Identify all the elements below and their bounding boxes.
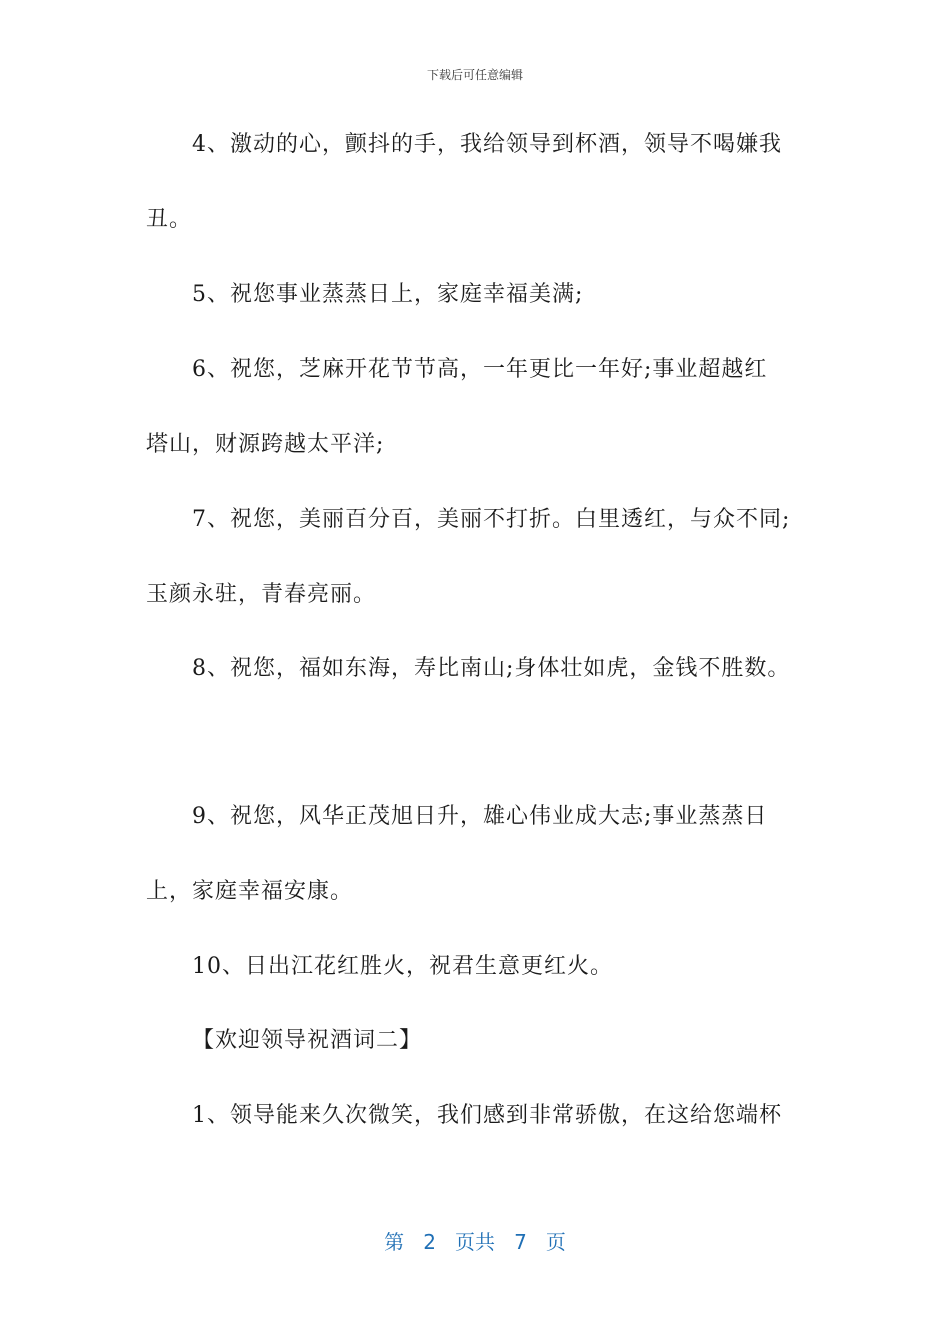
paragraph-line: 9、祝您，风华正茂旭日升，雄心伟业成大志;事业蒸蒸日 xyxy=(192,804,768,829)
section-heading: 【欢迎领导祝酒词二】 xyxy=(192,1028,423,1053)
header-note: 下载后可任意编辑 xyxy=(426,68,523,82)
footer-suffix: 页 xyxy=(545,1230,566,1254)
paragraph-line: 1、领导能来久次微笑，我们感到非常骄傲，在这给您端杯 xyxy=(192,1103,782,1128)
paragraph-line: 5、祝您事业蒸蒸日上，家庭幸福美满; xyxy=(192,282,584,307)
paragraph-line: 4、激动的心，颤抖的手，我给领导到杯酒，领导不喝嫌我 xyxy=(192,132,782,157)
paragraph-line: 上，家庭幸福安康。 xyxy=(146,879,354,904)
paragraph-line: 玉颜永驻，青春亮丽。 xyxy=(146,582,377,607)
paragraph-line: 7、祝您，美丽百分百，美丽不打折。白里透红，与众不同; xyxy=(192,507,791,532)
page-footer xyxy=(0,1226,950,1255)
paragraph-line: 10、日出江花红胜火，祝君生意更红火。 xyxy=(192,954,613,979)
paragraph-line: 塔山，财源跨越太平洋; xyxy=(146,432,385,457)
paragraph-line: 8、祝您，福如东海，寿比南山;身体壮如虎，金钱不胜数。 xyxy=(192,656,791,681)
paragraph-line: 丑。 xyxy=(146,207,193,232)
paragraph-line: 6、祝您，芝麻开花节节高，一年更比一年好;事业超越红 xyxy=(192,357,768,382)
footer-middle: 页共 xyxy=(455,1230,495,1254)
current-page-number: 2 xyxy=(423,1230,436,1254)
footer-prefix: 第 xyxy=(384,1230,405,1254)
total-page-count: 7 xyxy=(514,1230,527,1254)
